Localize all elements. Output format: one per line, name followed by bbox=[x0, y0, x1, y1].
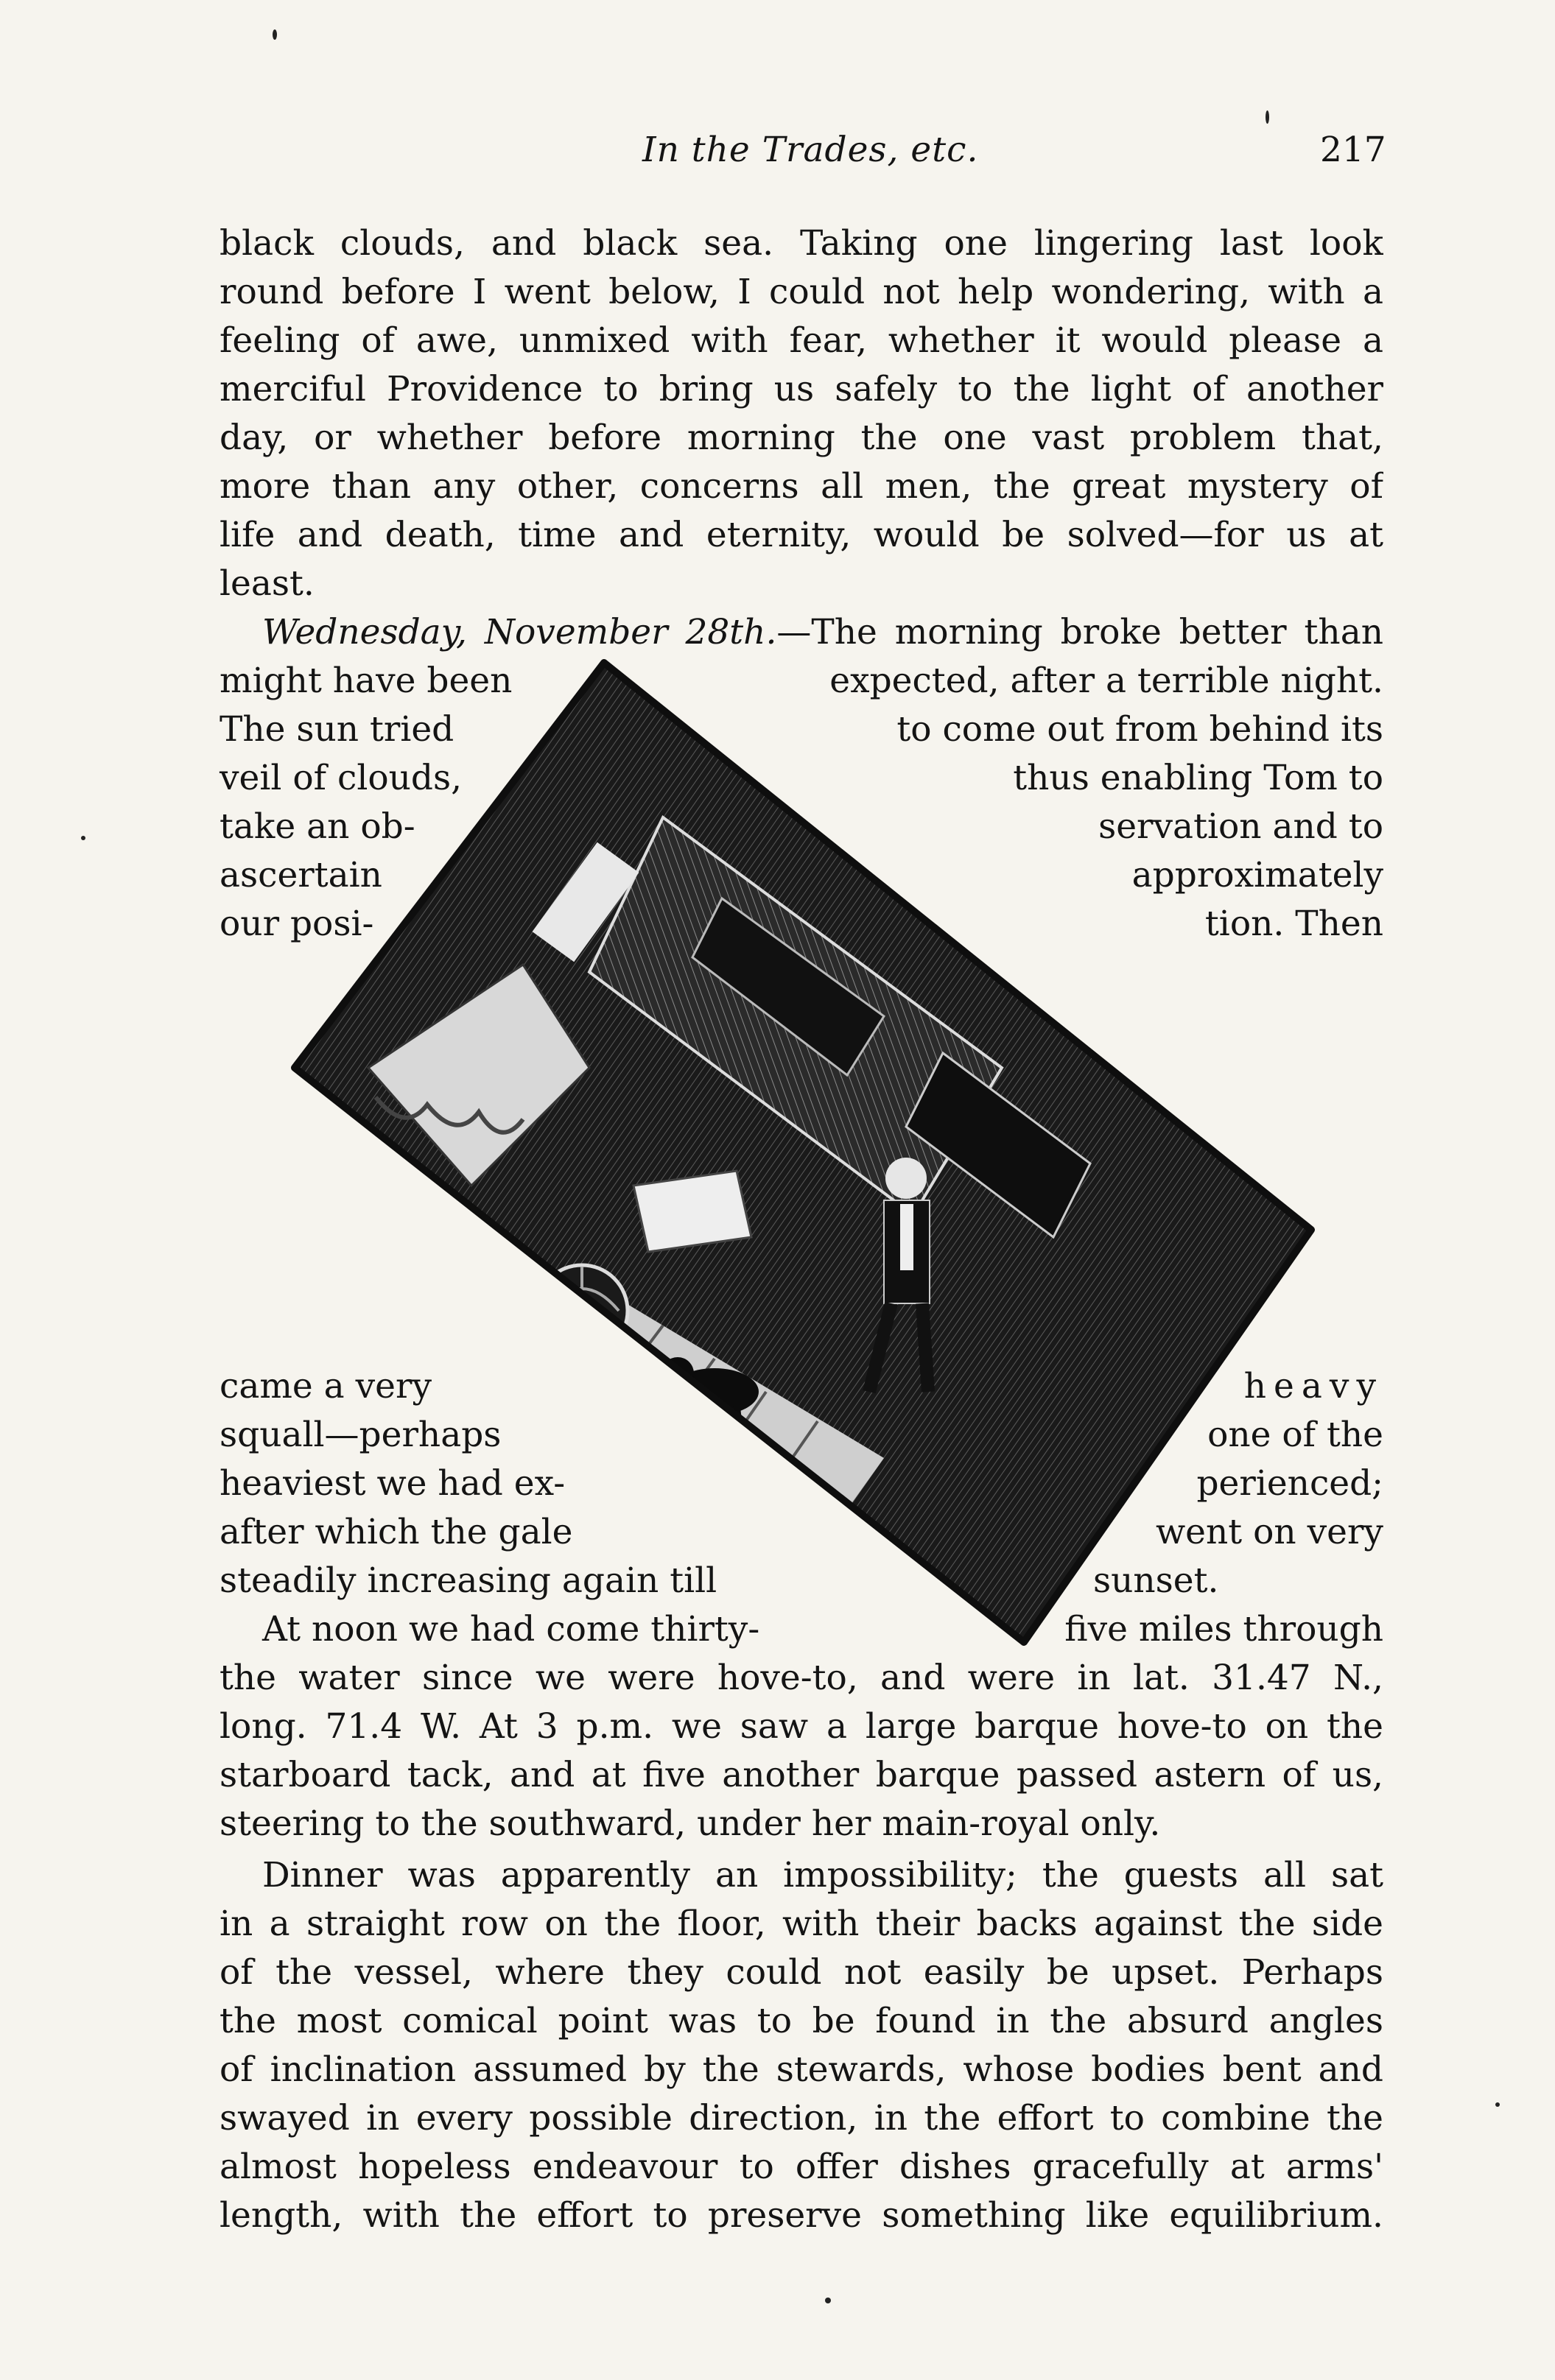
scan-speck bbox=[1495, 2102, 1500, 2107]
text-line: to come out from behind its bbox=[896, 709, 1383, 750]
text-line: merciful Providence to bring us safely to the light of another bbox=[220, 369, 1383, 409]
text-line: ascertain bbox=[220, 855, 382, 895]
text-line: might have been bbox=[220, 661, 513, 701]
paragraph-3 bbox=[220, 1654, 1383, 1848]
text-line: went on very bbox=[1155, 1512, 1383, 1552]
text-line: five miles through bbox=[1064, 1609, 1383, 1650]
text-line: starboard tack, and at five another barque passed astern of us, bbox=[220, 1755, 1383, 1795]
wrap-left-lower bbox=[220, 1362, 717, 1605]
text-line: after which the gale bbox=[220, 1512, 573, 1552]
text-line: heavy bbox=[1243, 1366, 1383, 1406]
text-line bbox=[220, 608, 1383, 657]
scan-speck bbox=[1266, 110, 1269, 124]
text-line: veil of clouds, bbox=[220, 758, 463, 798]
scan-speck bbox=[273, 29, 277, 40]
diary-date: Wednesday, November 28th. bbox=[262, 612, 777, 652]
paragraph-4 bbox=[220, 1851, 1383, 2240]
text-line: perienced; bbox=[1196, 1463, 1383, 1504]
text-line: came a very bbox=[220, 1366, 432, 1406]
text-line: of the vessel, where they could not easily be upset. Perhaps bbox=[220, 1952, 1383, 1993]
text-line: expected, after a terrible night. bbox=[829, 661, 1383, 701]
page-number: 217 bbox=[1320, 130, 1386, 170]
text-line: approximately bbox=[1131, 855, 1383, 895]
text-line: squall—perhaps bbox=[220, 1415, 502, 1455]
text-line: sunset. bbox=[1093, 1560, 1219, 1601]
text-line: length, with the effort to preserve something like equilibrium. bbox=[220, 2195, 1383, 2236]
text-line: more than any other, concerns all men, the great mystery of bbox=[220, 466, 1383, 507]
paragraph-2-opening bbox=[220, 608, 1383, 657]
text-line: swayed in every possible direction, in the effort to combine the bbox=[220, 2098, 1383, 2138]
text-line: steadily increasing again till bbox=[220, 1560, 717, 1601]
text-fragment: —The morning broke better than bbox=[776, 612, 1383, 652]
paragraph-3-opening-right bbox=[1053, 1605, 1383, 1654]
text-line: round before I went below, I could not help wondering, with a bbox=[220, 272, 1383, 312]
text-line: long. 71.4 W. At 3 p.m. we saw a large barque hove-to on the bbox=[220, 1706, 1383, 1747]
text-line: least. bbox=[220, 563, 315, 604]
text-line: the most comical point was to be found in the absurd angles bbox=[220, 2001, 1383, 2041]
wrap-right-lower bbox=[1083, 1362, 1383, 1605]
text-line: black clouds, and black sea. Taking one lingering last look bbox=[220, 223, 1383, 264]
text-line: The sun tried bbox=[220, 709, 454, 750]
text-line: of inclination assumed by the stewards, whose bodies bent and bbox=[220, 2049, 1383, 2090]
text-line: steering to the southward, under her main-royal only. bbox=[220, 1803, 1161, 1844]
text-line: the water since we were hove-to, and were in lat. 31.47 N., bbox=[220, 1658, 1383, 1698]
scan-speck bbox=[825, 2298, 831, 2303]
text-line: thus enabling Tom to bbox=[1013, 758, 1383, 798]
text-line: servation and to bbox=[1098, 806, 1383, 847]
text-line: our posi- bbox=[220, 904, 374, 944]
paragraph-1 bbox=[220, 219, 1383, 608]
text-line: one of the bbox=[1207, 1415, 1383, 1455]
paragraph-3-opening-left bbox=[262, 1605, 759, 1654]
running-head: In the Trades, etc. bbox=[642, 130, 979, 170]
text-line: tion. Then bbox=[1204, 904, 1383, 944]
text-line: almost hopeless endeavour to offer dishes gracefully at arms' bbox=[220, 2147, 1383, 2187]
scan-speck bbox=[81, 836, 85, 840]
text-line: take an ob- bbox=[220, 806, 415, 847]
text-line: Dinner was apparently an impossibility; the guests all sat bbox=[262, 1855, 1383, 1895]
text-line: day, or whether before morning the one vast problem that, bbox=[220, 418, 1383, 458]
text-line: At noon we had come thirty- bbox=[262, 1609, 760, 1650]
text-line: in a straight row on the floor, with their backs against the side bbox=[220, 1904, 1383, 1944]
text-line: feeling of awe, unmixed with fear, whether it would please a bbox=[220, 320, 1383, 361]
text-line: heaviest we had ex- bbox=[220, 1463, 566, 1504]
text-line: life and death, time and eternity, would be solved—for us at bbox=[220, 515, 1383, 555]
